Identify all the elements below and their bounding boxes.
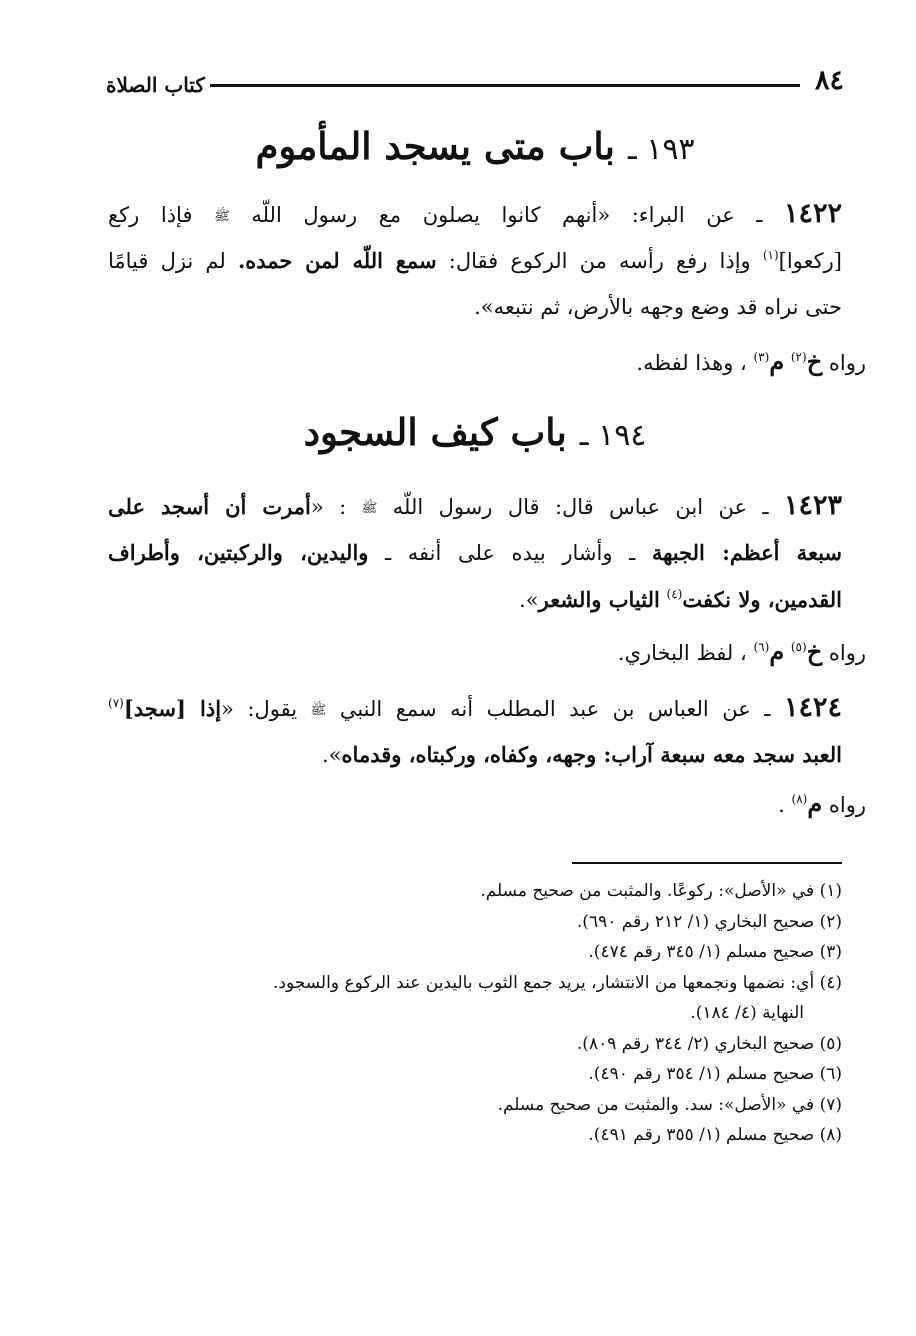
footnote-6: (٦) صحيح مسلم (١/ ٣٥٤ رقم ٤٩٠).	[588, 1064, 842, 1084]
source-prefix: رواه	[828, 641, 866, 665]
hadith-text: ـ عن ابن عباس قال: قال رسول اللّه	[392, 495, 769, 519]
running-header	[106, 66, 844, 106]
chapter-number: ١٩٣ ـ	[627, 132, 695, 167]
footnote-1: (١) في «الأصل»: ركوعًا. والمثبت من صحيح مسلم.	[480, 881, 842, 901]
source-line-1424	[778, 784, 866, 825]
hadith-number: ١٤٢٤	[783, 692, 842, 723]
honorific-glyph: ﷺ	[310, 703, 327, 718]
hadith-text-bold: سبعة أعظم: الجبهة	[651, 540, 843, 565]
hadith-text: يقول: «	[221, 697, 298, 721]
source-prefix: رواه	[828, 793, 866, 817]
chapter-title: باب متى يسجد المأموم	[255, 124, 615, 168]
source-suffix: ، وهذا لفظه.	[636, 351, 747, 375]
hadith-line	[108, 482, 842, 529]
book-title: كتاب الصلاة	[106, 73, 205, 97]
honorific-glyph: ﷺ	[214, 209, 230, 224]
hadith-text-bold: الثياب والشعر	[538, 587, 660, 612]
hadith-text: لم نزل قيامًا	[108, 249, 226, 273]
hadith-1423	[108, 482, 842, 623]
hadith-text-bold: سمع اللّه لمن حمده.	[237, 248, 437, 273]
hadith-text: وإذا رفع رأسه من الركوع فقال:	[448, 249, 751, 273]
footnote-8: (٨) صحيح مسلم (١/ ٣٥٥ رقم ٤٩١).	[588, 1125, 842, 1145]
footnote-marker[interactable]: (٣)	[753, 350, 770, 364]
page-number: ٨٤	[814, 65, 844, 96]
hadith-1422	[108, 190, 842, 331]
footnote-3: (٣) صحيح مسلم (١/ ٣٤٥ رقم ٤٧٤).	[588, 942, 842, 962]
source-m: م	[807, 789, 823, 818]
hadith-text-bold: العبد سجد معه سبعة آراب: وجهه، وكفاه، وركبتاه، وقدماه	[341, 742, 842, 767]
footnotes	[112, 876, 842, 1151]
footnote-2: (٢) صحيح البخاري (١/ ٢١٢ رقم ٦٩٠).	[576, 911, 842, 932]
source-kh: خ	[806, 637, 823, 666]
hadith-text: ».	[322, 743, 342, 767]
hadith-line	[108, 684, 842, 731]
hadith-text: ـ عن البراء: «أنهم كانوا يصلون مع رسول اللّه	[251, 203, 763, 227]
hadith-text-bold: القدمين، ولا نكفت	[682, 587, 842, 612]
footnote-4-continuation: النهاية (٤/ ١٨٤).	[690, 1003, 804, 1023]
chapter-number: ١٩٤ ـ	[579, 418, 647, 453]
hadith-line	[108, 576, 842, 623]
hadith-text-bold: واليدين، والركبتين، وأطراف	[108, 540, 369, 565]
footnote-separator	[572, 862, 842, 864]
source-line-1422	[636, 342, 866, 383]
hadith-text: حتى نراه قد وضع وجهه بالأرض، ثم نتبعه».	[474, 295, 842, 319]
hadith-line	[108, 190, 842, 237]
footnote-marker[interactable]: (٦)	[753, 640, 770, 654]
hadith-line	[108, 237, 842, 284]
footnote-marker[interactable]: (٧)	[108, 696, 124, 710]
footnote-marker[interactable]: (٥)	[790, 640, 807, 654]
footnote-4: (٤) أي: نضمها ونجمعها من الانتشار، يريد جمع الثوب باليدين عند الركوع والسجود.	[273, 972, 842, 993]
chapter-title: باب كيف السجود	[303, 410, 567, 454]
footnote-marker[interactable]: (١)	[762, 248, 779, 262]
hadith-number: ١٤٢٢	[784, 198, 843, 229]
hadith-text: فإذا ركع	[108, 203, 193, 227]
hadith-text: ـ وأشار بيده على أنفه ـ	[385, 541, 636, 565]
hadith-text: : «	[310, 495, 347, 519]
hadith-text: ـ عن العباس بن عبد المطلب أنه سمع النبي	[339, 697, 771, 721]
footnote-marker[interactable]: (٤)	[666, 587, 683, 601]
hadith-text: [ركعوا]	[778, 249, 842, 273]
chapter-heading-193	[106, 122, 844, 174]
hadith-text: ».	[519, 588, 539, 612]
hadith-text-bold: إذا [سجد]	[123, 696, 222, 721]
source-m: م	[769, 347, 785, 376]
footnote-marker[interactable]: (٨)	[791, 792, 808, 806]
hadith-1424	[108, 684, 842, 778]
hadith-line	[108, 529, 842, 576]
source-m: م	[769, 637, 785, 666]
hadith-number: ١٤٢٣	[784, 490, 843, 521]
source-kh: خ	[806, 347, 823, 376]
source-suffix: .	[778, 793, 785, 817]
source-prefix: رواه	[828, 351, 866, 375]
header-rule	[210, 84, 800, 87]
footnote-5: (٥) صحيح البخاري (٢/ ٣٤٤ رقم ٨٠٩).	[576, 1033, 842, 1054]
source-line-1423	[618, 632, 866, 673]
hadith-line	[108, 731, 842, 778]
footnote-marker[interactable]: (٢)	[790, 350, 807, 364]
source-suffix: ، لفظ البخاري.	[617, 641, 747, 665]
honorific-glyph: ﷺ	[361, 501, 378, 516]
hadith-line	[108, 284, 842, 331]
hadith-text-bold: أمرت أن أسجد على	[108, 494, 311, 519]
footnote-7: (٧) في «الأصل»: سد. والمثبت من صحيح مسلم.	[497, 1094, 842, 1115]
chapter-heading-194	[106, 408, 844, 460]
